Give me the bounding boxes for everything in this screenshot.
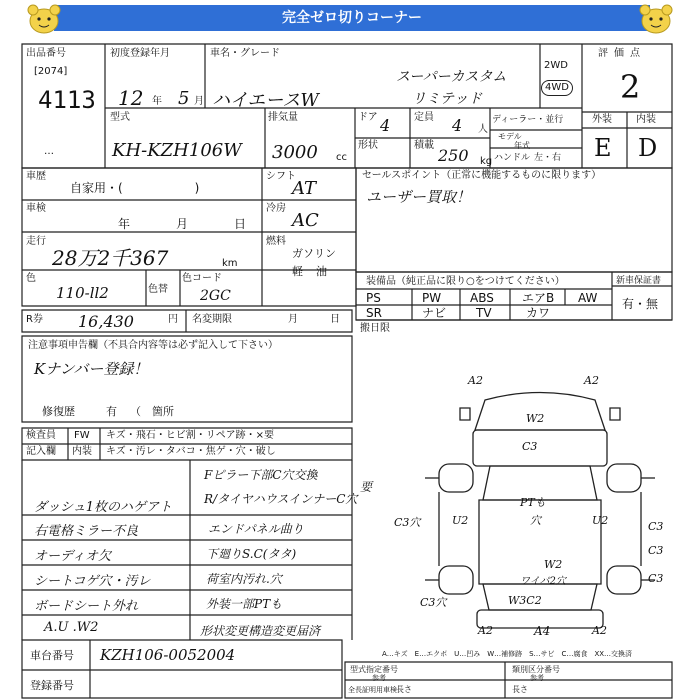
doors-label: ドア bbox=[358, 112, 378, 123]
history-label: 車歴 bbox=[26, 171, 46, 182]
selling-label: セールスポイント（正常に機能するものに限ります） bbox=[362, 170, 602, 181]
shift-value: AT bbox=[292, 178, 317, 199]
diagram-mark: C3穴 bbox=[394, 516, 421, 529]
diagram-mark: U2 bbox=[592, 514, 609, 527]
aircon-value: AC bbox=[292, 210, 319, 231]
payload-unit: kg bbox=[480, 156, 493, 167]
diagram-mark: W2 bbox=[526, 412, 545, 425]
payload-value: 250 bbox=[438, 146, 469, 165]
comment-right-5: 荷室内汚れ.穴 bbox=[206, 572, 282, 586]
dealer-model-label: モデル bbox=[498, 132, 522, 141]
mileage-label: 走行 bbox=[26, 236, 46, 247]
cert-label: 型式指定番号 bbox=[350, 665, 398, 674]
selling-text: ユーザー買取！ bbox=[366, 188, 472, 206]
diagram-mark: C3穴 bbox=[420, 596, 447, 609]
reg-cert-label: 全長証明用車検 bbox=[348, 686, 397, 694]
diagram-mark: A2 bbox=[478, 624, 493, 637]
mileage-unit: km bbox=[222, 258, 238, 269]
comment-left-6: A.U .W2 bbox=[44, 620, 99, 635]
diagram-mark: 穴 bbox=[530, 514, 541, 527]
comment-side-note: 要 bbox=[360, 480, 373, 494]
diagram-mark: C3 bbox=[648, 520, 664, 533]
delivery-label: 搬日限 bbox=[360, 323, 390, 334]
entry-interior: 内装 bbox=[72, 446, 92, 457]
diagram-legend: A…キズ E…エクボ U…凹み W…補修跡 S…サビ C…腐食 XX…交換済 bbox=[382, 650, 633, 658]
capacity-value: 4 bbox=[452, 116, 463, 135]
shape-label: 形状 bbox=[358, 140, 378, 151]
vin-label: 車台番号 bbox=[30, 649, 74, 662]
drive-4wd: 4WD bbox=[541, 80, 573, 96]
handle-options: 左・右 bbox=[534, 153, 562, 163]
reg-year: 12 bbox=[118, 86, 144, 110]
model-value: KH-KZH106W bbox=[112, 140, 242, 161]
length-label-2: 長さ bbox=[512, 685, 528, 694]
equip-aw: AW bbox=[578, 291, 598, 305]
color-tone-label: 色替 bbox=[148, 284, 168, 295]
length-label: 長さ bbox=[396, 685, 412, 694]
comment-right-6: 外装一部PTも bbox=[206, 597, 283, 611]
comment-left-1: ダッシュ1枚のハゲアト bbox=[34, 500, 173, 515]
equip-leather: カワ bbox=[526, 306, 551, 320]
int-score: D bbox=[638, 134, 658, 162]
reg-month: 5 bbox=[178, 88, 190, 109]
capacity-unit: 人 bbox=[478, 124, 488, 135]
notes-text: Kナンバー登録！ bbox=[34, 360, 149, 378]
aircon-label: 冷房 bbox=[266, 203, 286, 214]
comment-left-4: シートコゲ穴・汚レ bbox=[34, 574, 151, 589]
class-ref: 参考 bbox=[530, 674, 544, 682]
comment-left-2: 右電格ミラー不良 bbox=[34, 524, 139, 539]
fuel-light: 軽 bbox=[292, 265, 303, 278]
history-value: 自家用・( ) bbox=[70, 181, 200, 195]
diagram-mark: W3C2 bbox=[508, 594, 542, 607]
repair-has: 有 bbox=[106, 405, 117, 418]
change-month-unit: 月 bbox=[288, 314, 298, 325]
equip-abs: ABS bbox=[470, 291, 494, 305]
diagram-mark: W2 bbox=[544, 558, 563, 571]
diagram-mark: ワイパ2穴 bbox=[520, 576, 566, 587]
equip-airbag: エアB bbox=[522, 291, 555, 305]
inspector-fw: FW bbox=[74, 430, 90, 441]
ext-score: E bbox=[594, 134, 612, 162]
reg-year-unit: 年 bbox=[152, 96, 162, 107]
color-code-label: 色コード bbox=[182, 273, 222, 284]
fuel-option: ガソリン bbox=[292, 247, 336, 260]
comment-right-2: R/タイヤハウスインナーC穴 bbox=[204, 492, 358, 506]
color-code: 2GC bbox=[200, 288, 231, 304]
car-label: 車名・グレード bbox=[210, 48, 280, 59]
reg-month-unit: 月 bbox=[194, 96, 204, 107]
diagram-mark: A2 bbox=[584, 374, 599, 387]
lot-number: 4113 bbox=[38, 86, 96, 114]
warranty-value: 有・無 bbox=[622, 297, 659, 311]
equip-sr: SR bbox=[366, 306, 382, 320]
comment-left-5: ボードシート外れ bbox=[34, 599, 139, 614]
doors-value: 4 bbox=[380, 116, 391, 135]
vin-value: KZH106-0052004 bbox=[100, 646, 236, 664]
inspection-year-unit: 年 bbox=[118, 217, 131, 231]
model-prefix: … bbox=[44, 146, 54, 157]
tax-value: 16,430 bbox=[78, 312, 134, 331]
diagram-mark: A2 bbox=[468, 374, 483, 387]
lot-code: [2074] bbox=[34, 66, 68, 77]
car-grade-2: リミテッド bbox=[412, 91, 482, 107]
repair-places: （ 箇所 bbox=[130, 405, 174, 418]
comment-right-4: 下廻りS.C(タタ) bbox=[206, 547, 297, 561]
equip-ps: PS bbox=[366, 291, 381, 305]
equip-pw: PW bbox=[422, 291, 442, 305]
inspection-label: 車検 bbox=[26, 203, 46, 214]
equipment-label: 装備品（純正品に限り○をつけてください） bbox=[366, 276, 565, 287]
repair-label: 修復歴 bbox=[42, 405, 75, 418]
change-day-unit: 日 bbox=[330, 314, 340, 325]
score-label: 評価点 bbox=[598, 48, 646, 59]
comment-left-3: オーディオ欠 bbox=[34, 549, 111, 564]
warranty-label: 新車保証書 bbox=[616, 276, 662, 286]
ext-label: 外装 bbox=[592, 114, 612, 125]
int-label: 内装 bbox=[636, 114, 656, 125]
change-date-label: 名変期限 bbox=[192, 314, 232, 325]
notes-label: 注意事項申告欄（不具合内容等は必ず記入して下さい） bbox=[28, 340, 278, 351]
tax-unit: 円 bbox=[168, 314, 178, 325]
shift-label: シフト bbox=[266, 171, 296, 182]
diagram-mark: A4 bbox=[534, 624, 551, 638]
tax-label: R券 bbox=[26, 314, 43, 325]
drive-2wd: 2WD bbox=[544, 60, 568, 71]
car-grade-1: スーパーカスタム bbox=[396, 69, 507, 85]
inspection-month-unit: 月 bbox=[176, 217, 189, 231]
cert-ref: 参考 bbox=[372, 674, 386, 682]
diagram-mark: C3 bbox=[648, 572, 664, 585]
displacement-value: 3000 bbox=[272, 142, 318, 163]
equip-tv: TV bbox=[476, 306, 492, 320]
reg-label: 初度登録年月 bbox=[110, 48, 170, 59]
color-label: 色 bbox=[26, 273, 36, 284]
diagram-mark: U2 bbox=[452, 514, 469, 527]
class-label: 類別区分番号 bbox=[512, 665, 560, 674]
inspector-items: キズ・飛石・ヒビ割・リペア跡・×要 bbox=[106, 430, 274, 441]
inspector-label: 検査員 bbox=[26, 430, 56, 441]
capacity-label: 定員 bbox=[414, 112, 434, 123]
dealer-year-label: 年式 bbox=[514, 141, 530, 150]
diagram-mark: A2 bbox=[592, 624, 607, 637]
entry-items: キズ・汚レ・タバコ・焦ゲ・穴・破し bbox=[106, 446, 276, 457]
lot-label: 出品番号 bbox=[26, 48, 66, 59]
page-title: 完全ゼロ切りコーナー bbox=[54, 5, 650, 31]
model-label: 型式 bbox=[110, 112, 130, 123]
comment-right-1: Fピラー下部C穴交換 bbox=[204, 468, 318, 482]
equip-navi: ナビ bbox=[422, 306, 447, 320]
comment-right-3: エンドパネル曲り bbox=[208, 522, 304, 536]
fuel-oil: 油 bbox=[316, 265, 327, 278]
displacement-unit: cc bbox=[336, 152, 347, 163]
mileage-value: 28万2千367 bbox=[52, 246, 169, 270]
diagram-mark: C3 bbox=[648, 544, 664, 557]
entry-label: 記入欄 bbox=[26, 446, 56, 457]
diagram-mark: C3 bbox=[522, 440, 538, 453]
inspection-day-unit: 日 bbox=[234, 217, 247, 231]
payload-label: 積載 bbox=[414, 140, 434, 151]
fuel-label: 燃料 bbox=[266, 236, 286, 247]
handle-label: ハンドル bbox=[494, 153, 531, 163]
plate-label: 登録番号 bbox=[30, 679, 74, 692]
displacement-label: 排気量 bbox=[268, 112, 298, 123]
color-value: 110-ll2 bbox=[56, 284, 109, 302]
score-value: 2 bbox=[620, 68, 641, 106]
car-name: ハイエースW bbox=[212, 90, 319, 111]
diagram-mark: PTも bbox=[520, 496, 546, 509]
comment-right-7: 形状変更構造変更届済 bbox=[200, 624, 321, 638]
dealer-label: ディーラー・並行 bbox=[492, 115, 564, 125]
